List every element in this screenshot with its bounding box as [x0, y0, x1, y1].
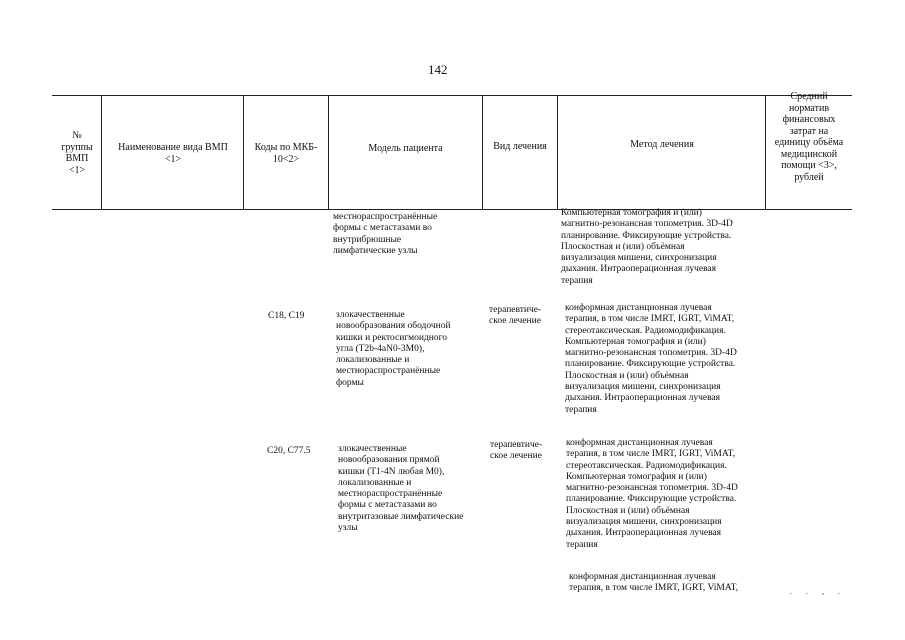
column-divider [557, 95, 558, 209]
row-patient-model: местнораспространённые формы с метастазами во внутрибрюшные лимфатические узлы [333, 212, 438, 256]
header-average-cost: Средний норматив финансовых затрат на единицу объёма медицинской помощи <3>, рублей [774, 91, 844, 183]
column-divider [328, 95, 329, 209]
row-treatment-type: терапевтиче- ское лечение [489, 305, 542, 327]
column-divider [482, 95, 483, 209]
header-treatment-type: Вид лечения [493, 141, 547, 152]
row-patient-model: злокачественные новообразования прямой кишки (T1-4N любая M0), локализованные и местнораспространённые формы с метастазами во внутритазовые лимфатические узлы [338, 444, 464, 534]
scan-artifact-marks: . . , . [790, 587, 846, 596]
row-mkb-codes: C20, C77.5 [267, 446, 311, 456]
row-treatment-method: конформная дистанционная лучевая терапия, в том числе IMRT, IGRT, ViMAT, стереотаксическая. Радиомодификация. Компьютерная томография и (или) магнитно-резонансная топометрия. 3D-4D планирование. Фиксирующие устройства. Плоскостная и (или) объёмная визуализация мишени, синхронизация дыхания. Интраоперационная лучевая терапия [566, 438, 738, 550]
column-divider [101, 95, 102, 209]
column-divider [765, 95, 766, 209]
page-number: 142 [428, 62, 448, 77]
row-treatment-method: конформная дистанционная лучевая терапия, в том числе IMRT, IGRT, ViMAT, [569, 572, 739, 594]
table-top-border [52, 95, 852, 96]
header-vmp-name: Наименование вида ВМП <1> [118, 142, 228, 165]
header-mkb-codes: Коды по МКБ- 10<2> [254, 142, 318, 165]
row-treatment-type: терапевтиче- ское лечение [490, 440, 543, 462]
row-patient-model: злокачественные новообразования ободочной кишки и ректосигмоидного угла (T2b-4aN0-3M0), локализованные и местнораспространённые формы [336, 310, 451, 388]
header-treatment-method: Метод лечения [630, 139, 694, 150]
row-treatment-method: Компьютерная томография и (или) магнитно-резонансная топометрия. 3D-4D планирование. Фиксирующие устройства. Плоскостная и (или) объёмная визуализация мишени, синхронизация дыхания. Интраоперационная лучевая терапия [561, 208, 733, 286]
row-mkb-codes: C18, C19 [268, 311, 305, 321]
header-group-number: № группы ВМП <1> [61, 130, 93, 176]
row-treatment-method: конформная дистанционная лучевая терапия, в том числе IMRT, IGRT, ViMAT, стереотаксическая. Радиомодификация. Компьютерная томография и (или) магнитно-резонансная топометрия. 3D-4D планирование. Фиксирующие устройства. Плоскостная и (или) объёмная визуализация мишени, синхронизация дыхания. Интраоперационная лучевая терапия [565, 303, 737, 415]
column-divider [243, 95, 244, 209]
header-patient-model: Модель пациента [368, 143, 443, 154]
